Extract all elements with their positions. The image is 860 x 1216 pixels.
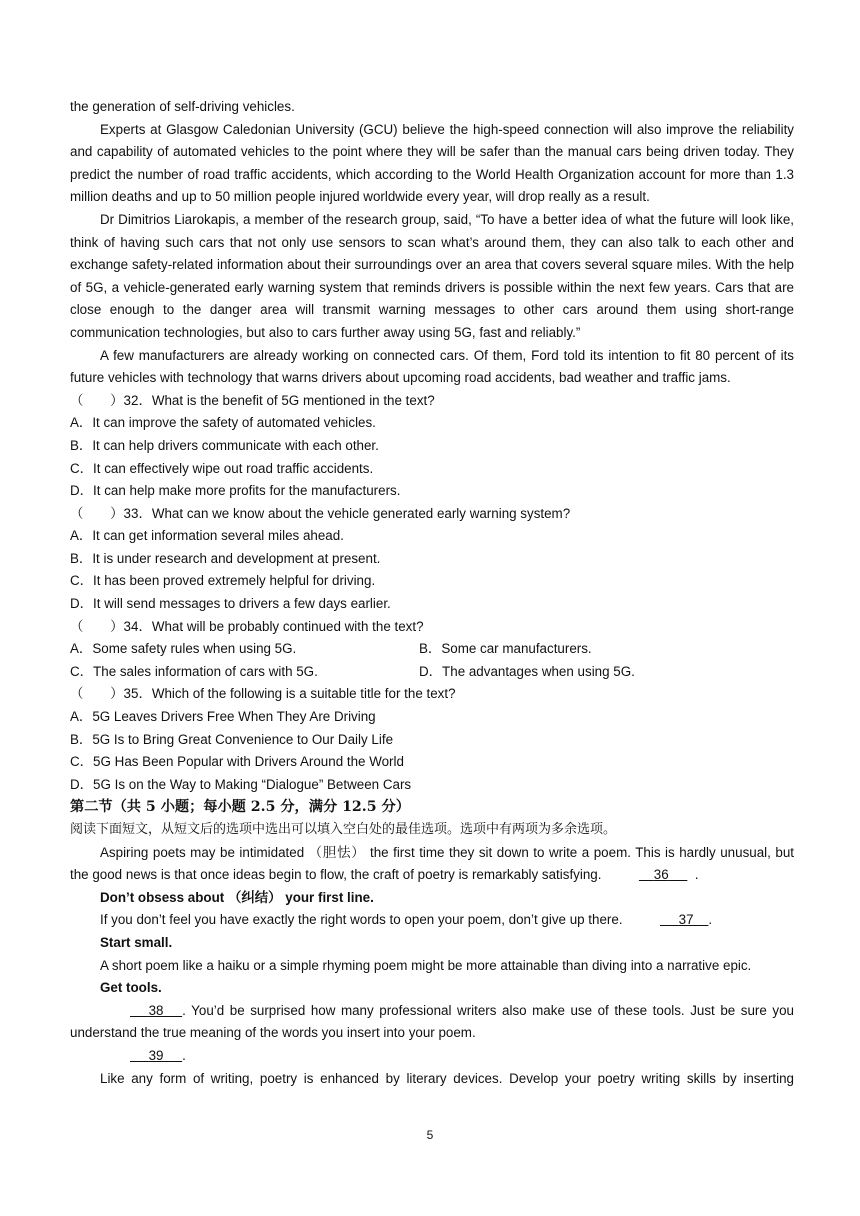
section-2-heading: 第二节（共 5 小题；每小题 2.5 分，满分 12.5 分） [70,799,410,816]
document-body [70,96,794,1090]
section-2-instruction: 阅读下面短文，从短文后的选项中选出可以填入空白处的最佳选项。选项中有两项为多余选项。 [70,822,617,837]
tip-heading-2: Start small. [100,934,173,950]
question-35-option-d: D．5G Is on the Way to Making “Dialogue” Between Cars [70,776,412,792]
tip-text-2: A short poem like a haiku or a simple rhyming poem might be more attainable than diving into a narrative epic. [100,957,752,973]
question-32-option-a: A．It can improve the safety of automated vehicles. [70,415,376,431]
tip-text-4-blank: 39 . [70,1045,794,1068]
blank-39: 39 [148,1047,164,1063]
question-33-option-a: A．It can get information several miles ahead. [70,528,344,544]
page-number: 5 [426,1128,434,1142]
tip-text-3: 38 . You’d be surprised how many professional writers also make use of these tools. Just be sure you understand the true meaning of the words you insert into your poem. [70,1000,794,1045]
question-35-option-b: B．5G Is to Bring Great Convenience to Our Daily Life [70,731,394,747]
question-34-option-c: C．The sales information of cars with 5G. [70,663,318,679]
question-34-option-d: D．The advantages when using 5G. [419,663,635,679]
question-32-stem: （ ）32．What is the benefit of 5G mentioned in the text? [70,392,435,408]
tip-heading-1: Don’t obsess about （纠结） your first line. [100,889,374,905]
question-32-option-c: C．It can effectively wipe out road traffic accidents. [70,460,374,476]
question-34-option-a: A．Some safety rules when using 5G. [70,641,297,657]
question-33-stem: （ ）33．What can we know about the vehicle generated early warning system? [70,505,571,521]
question-34-option-b: B．Some car manufacturers. [419,641,592,657]
question-32-option-b: B．It can help drivers communicate with each other. [70,437,379,453]
question-35-stem: （ ）35．Which of the following is a suitable title for the text? [70,686,456,702]
tip-text-1: If you don’t feel you have exactly the right words to open your poem, don’t give up there. 37 . [70,909,794,932]
question-32-option-d: D．It can help make more profits for the manufacturers. [70,483,401,499]
blank-36: 36 [653,867,669,883]
question-33-option-b: B．It is under research and development at present. [70,550,381,566]
blank-37: 37 [678,912,694,928]
tip-heading-3: Get tools. [100,980,162,996]
tip-text-4: Like any form of writing, poetry is enhanced by literary devices. Develop your poetry writing skills by inserting [100,1070,794,1086]
passage-paragraph-0: the generation of self-driving vehicles. [70,99,295,114]
question-35-option-a: A．5G Leaves Drivers Free When They Are Driving [70,709,376,725]
question-35-option-c: C．5G Has Been Popular with Drivers Around the World [70,754,404,770]
blank-38: 38 [148,1002,164,1018]
question-33-option-d: D．It will send messages to drivers a few days earlier. [70,596,391,612]
question-34-options-row-1 [70,638,794,661]
question-33-option-c: C．It has been proved extremely helpful for driving. [70,573,376,589]
question-34-options-row-2 [70,661,794,684]
cloze-intro-paragraph: Aspiring poets may be intimidated （胆怯） the first time they sit down to write a poem. This is hardly unusual, but the good news is that once ideas begin to flow, the craft of poetry is remarkably satisfying. 36 . [70,842,794,887]
question-34-stem: （ ）34．What will be probably continued with the text? [70,618,424,634]
cloze-intro-text: Aspiring poets may be intimidated （胆怯） the first time they sit down to write a poem. This is hardly unusual, but the good news is that once ideas begin to flow, the craft of poetry is remarkably satisfying. [70,844,794,883]
passage-paragraph-3: A few manufacturers are already working on connected cars. Of them, Ford told its intention to fit 80 percent of its future vehicles with technology that warns drivers about upcoming road accidents, bad weather and traffic jams. [70,347,794,386]
passage-paragraph-1: Experts at Glasgow Caledonian University (GCU) believe the high-speed connection will also improve the reliability and capability of automated vehicles to the point where they will be safer than the manual cars being driven today. They predict the number of road traffic accidents, which according to the World Health Organization account for more than 1.3 million deaths and up to 50 million people injured worldwide every year, will drop really as a result. [70,121,794,205]
passage-paragraph-2: Dr Dimitrios Liarokapis, a member of the research group, said, “To have a better idea of what the future will look like, think of having such cars that not only use sensors to scan what’s around them, they can also talk to each other and exchange safety-related information about their surroundings over an area that covers several square miles. With the help of 5G, a vehicle-generated early warning system that reminds drivers is possible within the next few years. Cars that are close enough to the danger area will transmit warning messages to other cars around them using short-range communication technologies, but also to cars further away using 5G, fast and reliably.” [70,211,794,340]
